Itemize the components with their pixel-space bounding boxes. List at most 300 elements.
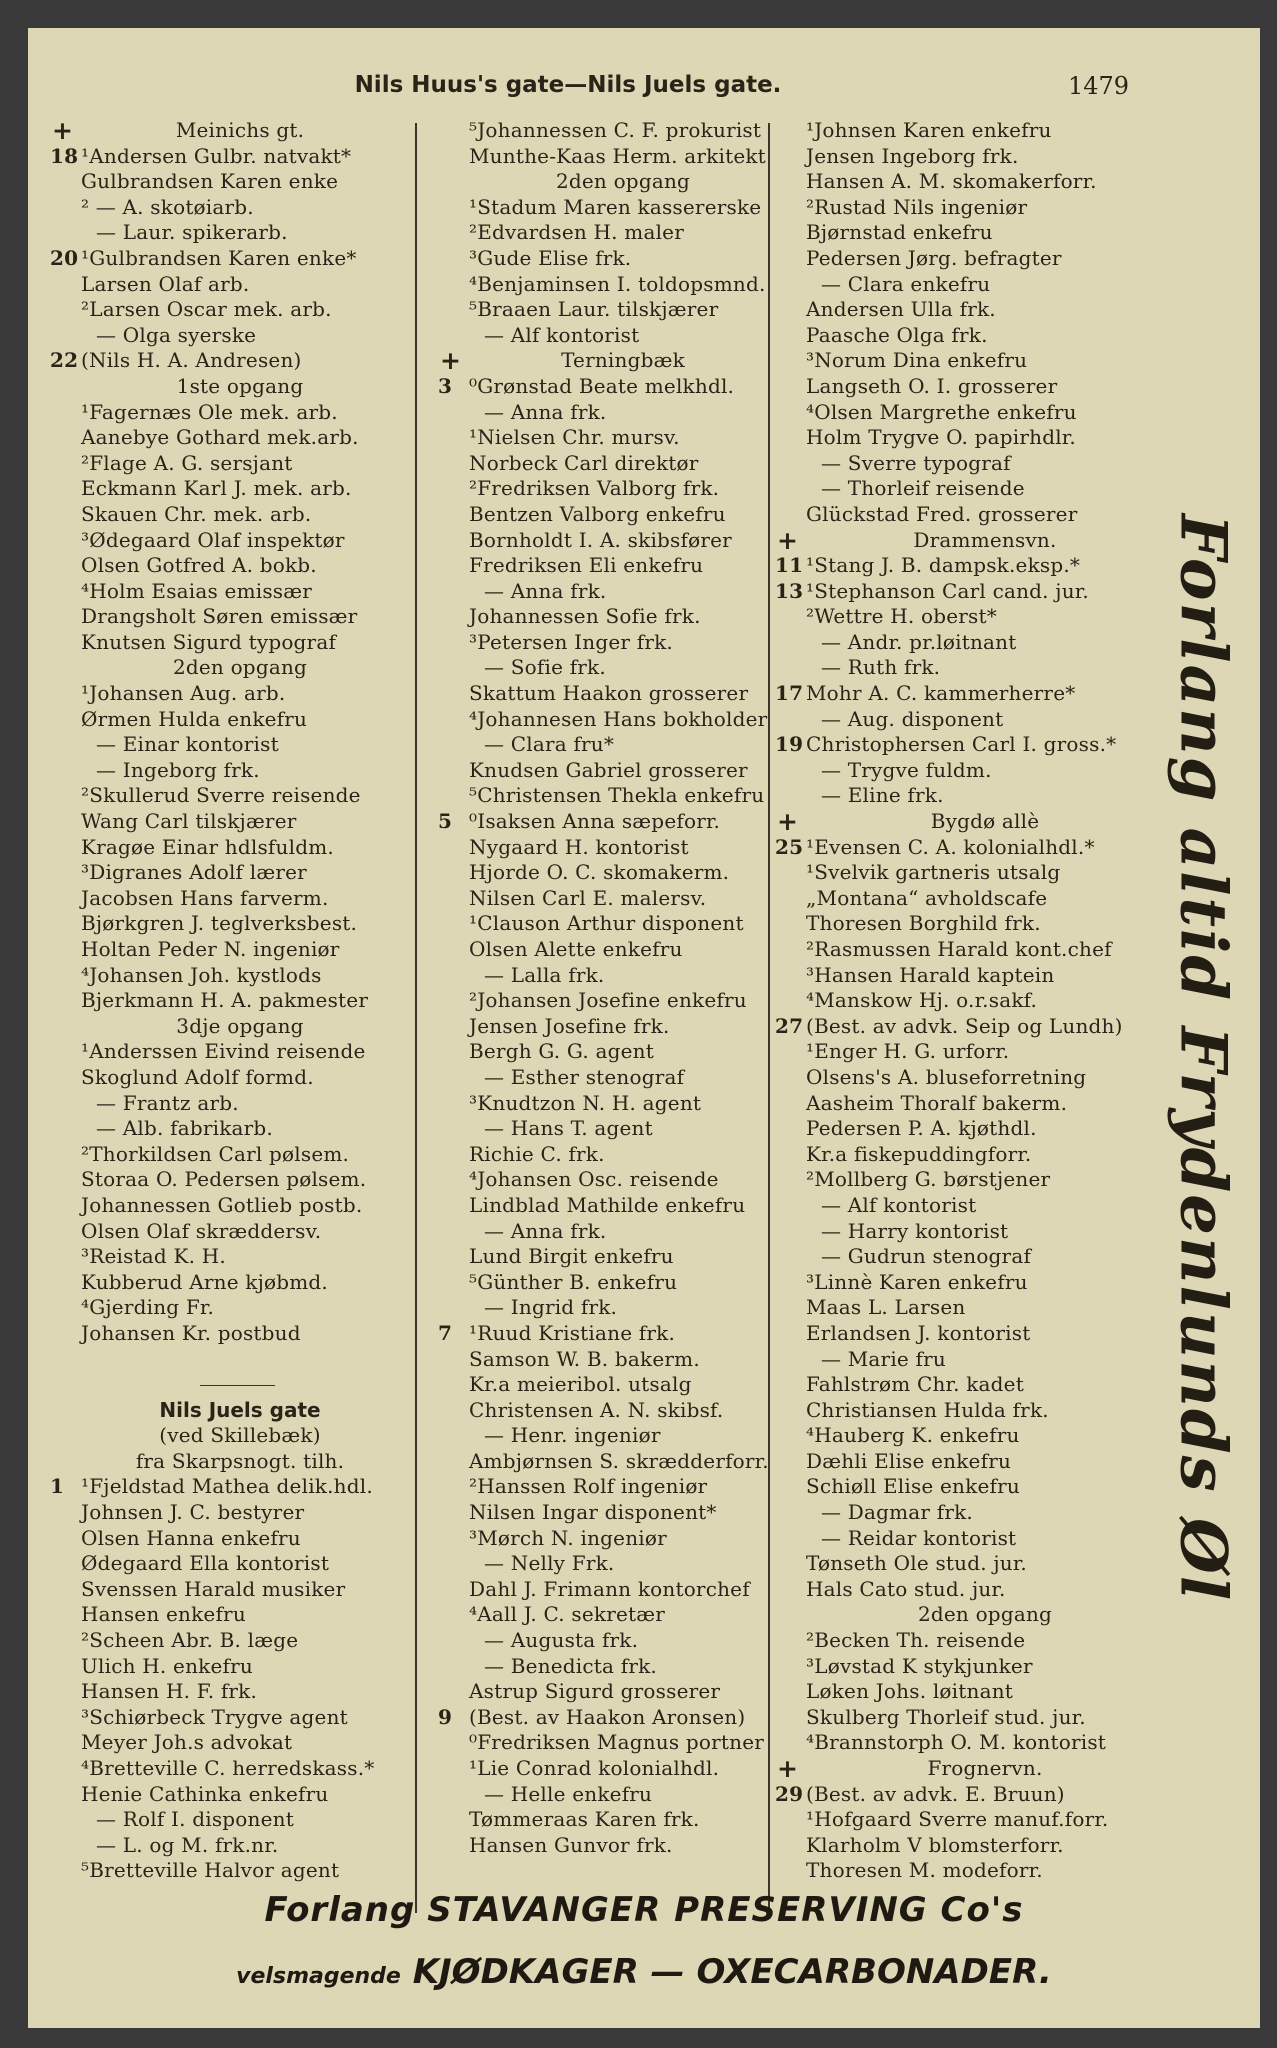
resident-entry <box>50 348 430 374</box>
entry-text: — Eline frk. <box>821 783 944 808</box>
house-number: 25 <box>775 834 804 859</box>
resident-entry <box>775 1295 1195 1321</box>
resident-entry <box>50 809 430 835</box>
entry-text: (Best. av advk. Seip og Lundh) <box>806 1013 1123 1038</box>
resident-entry <box>438 476 808 502</box>
entry-text: ³Linnè Karen enkefru <box>806 1269 1028 1294</box>
entry-text: — Helle enkefru <box>484 1781 653 1806</box>
resident-entry <box>438 1526 808 1552</box>
entry-text: — Frantz arb. <box>96 1090 239 1115</box>
resident-entry <box>438 1167 808 1193</box>
resident-entry <box>775 783 1195 809</box>
entry-text: ⁴Johannesen Hans bokholder <box>469 706 768 731</box>
resident-entry <box>775 860 1195 886</box>
house-number: 13 <box>775 578 804 603</box>
entry-text: — Nelly Frk. <box>484 1551 615 1576</box>
entry-text: ⁴Bretteville C. herredskass.* <box>81 1756 375 1780</box>
resident-entry <box>775 220 1195 246</box>
bottom-ad-line-1 <box>28 1890 1260 1930</box>
resident-entry <box>50 1244 430 1270</box>
entry-text: — Marie fru <box>821 1346 946 1371</box>
entry-text: Olsen Olaf skræddersv. <box>81 1218 322 1243</box>
entry-text: Skattum Haakon grosserer <box>469 681 749 706</box>
entry-text: — Esther stenograf <box>484 1064 685 1089</box>
entry-text: ¹Andersen Gulbr. natvakt* <box>81 143 352 168</box>
entry-text: ²Rasmussen Harald kont.chef <box>806 937 1112 961</box>
entry-text: Skoglund Adolf formd. <box>81 1064 314 1089</box>
resident-entry <box>50 425 430 451</box>
resident-entry <box>50 604 430 630</box>
entry-text: Lindblad Mathilde enkefru <box>469 1192 746 1217</box>
entry-text: — Olga syerske <box>96 322 257 347</box>
entry-text: Olsens's A. bluseforretning <box>806 1064 1087 1089</box>
entry-text: Samson W. B. bakerm. <box>469 1346 700 1371</box>
entry-text: — Ingeborg frk. <box>96 757 260 782</box>
entry-text: ¹Fjeldstad Mathea delik.hdl. <box>81 1474 373 1499</box>
entry-text: Erlandsen J. kontorist <box>806 1320 1031 1345</box>
resident-entry <box>438 783 808 809</box>
resident-entry <box>50 502 430 528</box>
entry-text: Nygaard H. kontorist <box>469 834 689 859</box>
resident-entry <box>50 144 430 170</box>
resident-entry <box>438 1756 808 1782</box>
entry-text: Henie Cathinka enkefru <box>81 1781 329 1806</box>
resident-entry <box>50 553 430 579</box>
entry-text: ³Schiørbeck Trygve agent <box>81 1704 348 1729</box>
entry-text: Bjørkgren J. teglverksbest. <box>81 911 358 936</box>
resident-entry <box>775 374 1195 400</box>
resident-entry <box>775 1526 1195 1552</box>
entry-text: ³Knudtzon N. H. agent <box>469 1090 702 1115</box>
resident-entry <box>438 1398 808 1424</box>
resident-entry <box>775 1705 1195 1731</box>
entry-text: Ødegaard Ella kontorist <box>81 1551 330 1576</box>
house-number: 20 <box>50 245 79 270</box>
entry-text: — Reidar kontorist <box>821 1525 1017 1550</box>
entry-text: Fredriksen Eli enkefru <box>469 553 704 578</box>
entry-text: Schiøll Elise enkefru <box>806 1474 1020 1499</box>
resident-entry <box>50 1167 430 1193</box>
entry-text: — Alf kontorist <box>821 1192 977 1217</box>
house-number: 3 <box>438 373 453 398</box>
cross-street-name: Drammensvn. <box>913 527 1057 552</box>
resident-entry <box>775 1065 1195 1091</box>
entry-text: — Hans T. agent <box>484 1116 653 1141</box>
entry-text: Olsen Alette enkefru <box>469 937 683 961</box>
resident-entry <box>775 1730 1195 1756</box>
entry-text: ²Flage A. G. sersjant <box>81 450 293 475</box>
resident-entry <box>438 1423 808 1449</box>
entry-text: Tønseth Ole stud. jur. <box>806 1551 1027 1576</box>
resident-entry <box>438 1116 808 1142</box>
entry-text: Pedersen Jørg. befragter <box>806 245 1062 270</box>
resident-entry <box>50 1730 430 1756</box>
entry-text: Johannessen Sofie frk. <box>469 604 701 629</box>
resident-entry <box>775 1142 1195 1168</box>
cross-street-marker: + <box>777 1754 799 1783</box>
resident-entry <box>775 1628 1195 1654</box>
resident-entry <box>775 963 1195 989</box>
resident-entry <box>775 118 1195 144</box>
resident-entry <box>438 1833 808 1859</box>
entry-text: Holtan Peder N. ingeniør <box>81 937 340 961</box>
resident-entry <box>438 525 808 555</box>
entry-text: — Lalla frk. <box>484 962 605 987</box>
resident-entry <box>438 1602 808 1628</box>
entry-text: Kr.a fiskepuddingforr. <box>806 1141 1032 1166</box>
page-header <box>28 66 1260 106</box>
entry-text: — Rolf I. disponent <box>96 1807 294 1832</box>
entry-text: Eckmann Karl J. mek. arb. <box>81 476 352 501</box>
entry-text: 1ste opgang <box>176 373 304 398</box>
ad-prefix: Forlang <box>264 1890 416 1930</box>
resident-entry <box>50 1602 430 1628</box>
entry-text: ⁰Grønstad Beate melkhdl. <box>469 373 735 398</box>
entry-text: — Augusta frk. <box>484 1628 639 1653</box>
resident-entry <box>438 1039 808 1065</box>
entry-text: ²Scheen Abr. B. læge <box>81 1628 299 1653</box>
entry-text: ²Skullerud Sverre reisende <box>81 783 361 808</box>
entry-text: Drangsholt Søren emissær <box>81 604 358 629</box>
resident-entry <box>50 1756 430 1782</box>
resident-entry <box>50 1474 430 1500</box>
resident-entry <box>50 1654 430 1680</box>
resident-entry <box>775 579 1195 605</box>
entry-text: ²Edvardsen H. maler <box>469 220 684 245</box>
resident-entry <box>50 272 430 298</box>
stairwell-heading <box>50 1423 430 1449</box>
entry-text: Bjerkmann H. A. pakmester <box>81 988 369 1013</box>
entry-text: ³Digranes Adolf lærer <box>81 860 307 885</box>
resident-entry <box>438 579 808 605</box>
entry-text: Richie C. frk. <box>469 1141 605 1166</box>
resident-entry <box>775 246 1195 272</box>
resident-entry <box>438 1372 808 1398</box>
resident-entry <box>438 1474 808 1500</box>
cross-street-name: Meinichs gt. <box>175 118 305 142</box>
resident-entry <box>50 937 430 963</box>
entry-text: Jensen Ingeborg frk. <box>806 143 1019 168</box>
resident-entry <box>775 886 1195 912</box>
entry-text: Lund Birgit enkefru <box>469 1244 674 1269</box>
resident-entry <box>775 1347 1195 1373</box>
entry-text: ¹Stang J. B. dampsk.eksp.* <box>806 553 1081 578</box>
stairwell-heading <box>50 374 430 400</box>
cross-street-marker: + <box>777 807 799 837</box>
entry-text: Svenssen Harald musiker <box>81 1576 346 1601</box>
entry-text: Hals Cato stud. jur. <box>806 1576 1006 1601</box>
resident-entry <box>438 1654 808 1680</box>
resident-entry <box>775 937 1195 963</box>
entry-text: ²Johansen Josefine enkefru <box>469 988 747 1013</box>
house-number: 5 <box>438 809 453 834</box>
entry-text: Knutsen Sigurd typograf <box>81 629 337 654</box>
cross-street-name: Frognervn. <box>927 1756 1043 1780</box>
resident-entry <box>50 297 430 323</box>
entry-text: Christiansen Hulda frk. <box>806 1397 1049 1422</box>
resident-entry <box>775 655 1195 681</box>
entry-text: 2den opgang <box>917 1602 1053 1627</box>
resident-entry <box>50 1039 430 1065</box>
resident-entry <box>775 1449 1195 1475</box>
entry-text: — Clara enkefru <box>821 271 991 296</box>
house-number: 11 <box>775 553 804 578</box>
cross-street-name: Bygdø allè <box>930 809 1040 834</box>
entry-text: Storaa O. Pedersen pølsem. <box>81 1167 367 1192</box>
resident-entry <box>438 220 808 246</box>
resident-entry <box>775 1423 1195 1449</box>
resident-entry <box>438 1577 808 1603</box>
blank-line <box>50 1347 430 1373</box>
resident-entry <box>50 1219 430 1245</box>
resident-entry <box>775 1321 1195 1347</box>
stairwell-heading <box>775 1602 1195 1628</box>
entry-text: Dæhli Elise enkefru <box>806 1448 1012 1473</box>
resident-entry <box>50 246 430 272</box>
house-number: 1 <box>50 1474 65 1499</box>
entry-text: — Aug. disponent <box>821 706 1004 731</box>
entry-text: Dahl J. Frimann kontorchef <box>469 1576 750 1601</box>
resident-entry <box>438 1270 808 1296</box>
entry-text: ²Larsen Oscar mek. arb. <box>81 297 332 322</box>
directory-column-2 <box>438 118 808 1858</box>
entry-text: ³Mørch N. ingeniør <box>469 1525 667 1550</box>
resident-entry <box>50 886 430 912</box>
resident-entry <box>50 1500 430 1526</box>
resident-entry <box>50 1270 430 1296</box>
resident-entry <box>438 1014 808 1040</box>
resident-entry <box>775 1270 1195 1296</box>
entry-text: ²Hanssen Rolf ingeniør <box>469 1474 708 1499</box>
resident-entry <box>775 1091 1195 1117</box>
resident-entry <box>438 400 808 426</box>
section-divider <box>50 1372 430 1398</box>
cross-street-row <box>438 348 808 374</box>
entry-text: — Dagmar frk. <box>821 1500 973 1525</box>
entry-text: Bornholdt I. A. skibsfører <box>469 527 732 552</box>
resident-entry <box>50 1628 430 1654</box>
entry-text: 3dje opgang <box>176 1013 304 1038</box>
entry-text: — Anna frk. <box>484 399 607 424</box>
resident-entry <box>438 1500 808 1526</box>
entry-text: ²Thorkildsen Carl pølsem. <box>81 1141 350 1166</box>
resident-entry <box>775 1398 1195 1424</box>
cross-street-name: Terningbæk <box>561 348 685 373</box>
cross-street-marker: + <box>440 346 462 376</box>
resident-entry <box>775 1500 1195 1526</box>
resident-entry <box>775 502 1195 528</box>
resident-entry <box>50 988 430 1014</box>
stairwell-heading <box>438 169 808 195</box>
entry-text: (Best. av advk. E. Bruun) <box>806 1781 1065 1806</box>
entry-text: Norbeck Carl direktør <box>469 450 699 475</box>
resident-entry <box>50 1193 430 1219</box>
entry-text: ¹Nielsen Chr. mursv. <box>469 425 680 450</box>
entry-text: (Best. av Haakon Aronsen) <box>469 1704 746 1729</box>
resident-entry <box>775 323 1195 349</box>
resident-entry <box>438 1065 808 1091</box>
entry-text: ¹Stephanson Carl cand. jur. <box>806 578 1089 603</box>
resident-entry <box>50 1526 430 1552</box>
resident-entry <box>775 272 1195 298</box>
resident-entry <box>438 425 808 451</box>
resident-entry <box>438 758 808 784</box>
resident-entry <box>775 630 1195 656</box>
resident-entry <box>438 246 808 272</box>
entry-text: Hansen enkefru <box>81 1602 246 1627</box>
resident-entry <box>775 348 1195 374</box>
directory-column-1 <box>50 118 430 1884</box>
entry-text: Christensen A. N. skibsf. <box>469 1397 724 1422</box>
entry-text: ¹Enger H. G. urforr. <box>806 1039 1010 1064</box>
resident-entry <box>775 1679 1195 1705</box>
resident-entry <box>438 553 808 579</box>
entry-text: ⁰Fredriksen Magnus portner <box>469 1730 765 1755</box>
entry-text: ³Norum Dina enkefru <box>806 348 1028 373</box>
entry-text: ⁴Gjerding Fr. <box>81 1295 215 1320</box>
entry-text: ⁴Johansen Joh. kystlods <box>81 962 322 987</box>
entry-text: Johannessen Gotlieb postb. <box>81 1192 363 1217</box>
resident-entry <box>438 835 808 861</box>
resident-entry <box>50 707 430 733</box>
entry-text: Kubberud Arne kjøbmd. <box>81 1269 328 1294</box>
entry-text: — Andr. pr.løitnant <box>821 629 1017 654</box>
resident-entry <box>50 195 430 221</box>
resident-entry <box>438 451 808 477</box>
entry-text: ³Gude Elise frk. <box>469 245 632 270</box>
resident-entry <box>775 1372 1195 1398</box>
resident-entry <box>50 963 430 989</box>
resident-entry <box>438 1449 808 1475</box>
entry-text: Hansen A. M. skomakerforr. <box>806 169 1097 194</box>
entry-text: ¹Svelvik gartneris utsalg <box>806 860 1061 885</box>
resident-entry <box>50 220 430 246</box>
entry-text: ⁴Johansen Osc. reisende <box>469 1167 719 1192</box>
resident-entry <box>50 169 430 195</box>
entry-text: — Thorleif reisende <box>821 476 1025 501</box>
resident-entry <box>50 1321 430 1347</box>
entry-text: ³Ødegaard Olaf inspektør <box>81 527 345 552</box>
resident-entry <box>775 1219 1195 1245</box>
entry-text: ¹Clauson Arthur disponent <box>469 911 744 936</box>
resident-entry <box>50 732 430 758</box>
entry-text: ¹Gulbrandsen Karen enke* <box>81 245 357 270</box>
entry-text: ¹Johansen Aug. arb. <box>81 681 286 706</box>
resident-entry <box>50 1705 430 1731</box>
entry-text: Hansen H. F. frk. <box>81 1679 258 1704</box>
entry-text: — Laur. spikerarb. <box>96 220 288 245</box>
entry-text: ¹Ruud Kristiane frk. <box>469 1320 676 1345</box>
entry-text: ²Fredriksen Valborg frk. <box>469 476 720 501</box>
entry-text: Astrup Sigurd grosserer <box>469 1679 721 1704</box>
resident-entry <box>438 604 808 630</box>
resident-entry <box>438 630 808 656</box>
resident-entry <box>438 1244 808 1270</box>
entry-text: ²Becken Th. reisende <box>806 1628 1026 1653</box>
house-number: 22 <box>50 348 79 373</box>
resident-entry <box>50 1858 430 1884</box>
entry-text: Wang Carl tilskjærer <box>81 809 297 834</box>
entry-text: Maas L. Larsen <box>806 1295 966 1320</box>
resident-entry <box>50 1577 430 1603</box>
resident-entry <box>50 528 430 554</box>
entry-text: Bentzen Valborg enkefru <box>469 501 726 526</box>
entry-text: Nilsen Ingar disponent* <box>469 1500 717 1525</box>
resident-entry <box>775 1167 1195 1193</box>
entry-text: — Harry kontorist <box>821 1218 1009 1243</box>
entry-text: — Alb. fabrikarb. <box>96 1116 273 1141</box>
house-number: 29 <box>775 1781 804 1806</box>
resident-entry <box>50 783 430 809</box>
resident-entry <box>775 1577 1195 1603</box>
entry-text: ⁵Johannessen C. F. prokurist <box>469 118 762 142</box>
resident-entry <box>775 1116 1195 1142</box>
resident-entry <box>775 732 1195 758</box>
entry-text: — Einar kontorist <box>96 732 279 757</box>
entry-text: Jensen Josefine frk. <box>469 1013 670 1038</box>
entry-text: Johnsen J. C. bestyrer <box>81 1500 305 1525</box>
resident-entry <box>438 732 808 758</box>
resident-entry <box>775 707 1195 733</box>
resident-entry <box>775 144 1195 170</box>
resident-entry <box>775 1244 1195 1270</box>
entry-text: ²Wettre H. oberst* <box>806 604 997 629</box>
resident-entry <box>438 886 808 912</box>
resident-entry <box>50 860 430 886</box>
entry-text: ⁴Benjaminsen I. toldopsmnd. <box>469 271 766 296</box>
entry-text: Aasheim Thoralf bakerm. <box>806 1090 1068 1115</box>
resident-entry <box>438 681 808 707</box>
house-number: 18 <box>50 143 79 168</box>
resident-entry <box>775 1474 1195 1500</box>
entry-text: Hansen Gunvor frk. <box>469 1832 673 1857</box>
entry-text: — Henr. ingeniør <box>484 1423 661 1448</box>
entry-text: ⁴Manskow Hj. o.r.sakf. <box>806 988 1038 1013</box>
page-title: Nils Huus's gate—Nils Juels gate. <box>354 72 782 98</box>
entry-text: Nilsen Carl E. malersv. <box>469 885 707 910</box>
entry-text: Thoresen Borghild frk. <box>806 911 1041 936</box>
resident-entry <box>50 681 430 707</box>
entry-text: ³Reistad K. H. <box>81 1244 226 1269</box>
resident-entry <box>438 1219 808 1245</box>
entry-text: ¹Stadum Maren kassererske <box>469 194 762 219</box>
entry-text: — Sverre typograf <box>821 450 1011 475</box>
resident-entry <box>775 604 1195 630</box>
resident-entry <box>438 374 808 400</box>
resident-entry <box>775 553 1195 579</box>
entry-text: (Nils H. A. Andresen) <box>81 348 302 373</box>
entry-text: ¹Fagernæs Ole mek. arb. <box>81 399 338 424</box>
entry-text: Løken Johs. løitnant <box>806 1679 1014 1704</box>
entry-text: Klarholm V blomsterforr. <box>806 1832 1064 1857</box>
entry-text: (ved Skillebæk) <box>159 1423 321 1448</box>
resident-entry <box>775 1014 1195 1040</box>
directory-column-3 <box>775 118 1195 1884</box>
house-number: 17 <box>775 681 804 706</box>
resident-entry <box>438 1679 808 1705</box>
page-number: 1479 <box>1068 72 1130 100</box>
resident-entry <box>775 1654 1195 1680</box>
entry-text: ⁴Brannstorph O. M. kontorist <box>806 1730 1107 1755</box>
entry-text: Paasche Olga frk. <box>806 322 988 347</box>
entry-text: Kr.a meieribol. utsalg <box>469 1372 692 1397</box>
resident-entry <box>438 118 808 144</box>
resident-entry <box>50 1142 430 1168</box>
entry-text: 2den opgang <box>555 169 691 194</box>
entry-text: 2den opgang <box>172 655 308 680</box>
entry-text: Kragøe Einar hdlsfuldm. <box>81 834 334 859</box>
stairwell-heading <box>50 1449 430 1475</box>
